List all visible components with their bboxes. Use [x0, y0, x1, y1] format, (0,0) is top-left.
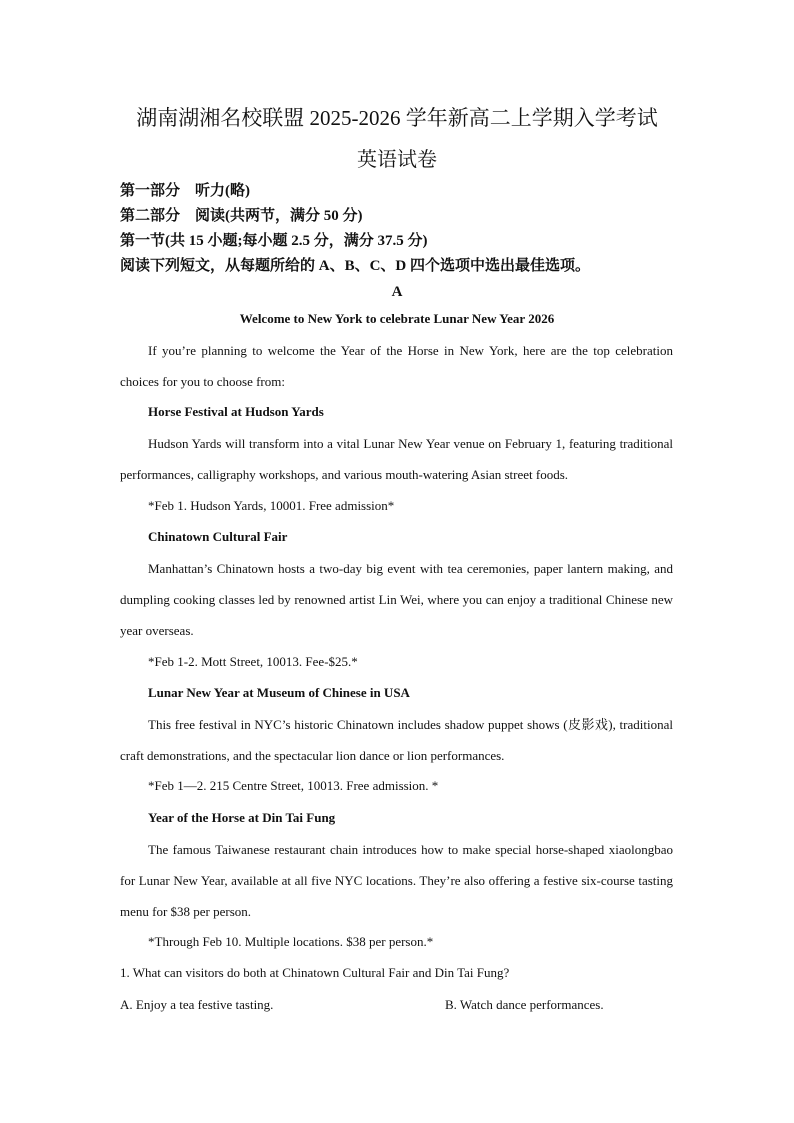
- passage-intro: If you’re planning to welcome the Year of the Horse in New York, here are the top celebration choices for you to choose from:: [120, 343, 673, 389]
- option-b: B. Watch dance performances.: [445, 997, 604, 1012]
- part2-heading: 第二部分 阅读(共两节，满分 50 分): [120, 208, 363, 224]
- passage-label: A: [391, 284, 403, 300]
- option-a: A. Enjoy a tea festive tasting.: [120, 997, 274, 1012]
- event-info: *Through Feb 10. Multiple locations. $38 per person.*: [148, 934, 434, 949]
- event-info: *Feb 1—2. 215 Centre Street, 10013. Free admission. *: [148, 778, 439, 793]
- event-info: *Feb 1. Hudson Yards, 10001. Free admission*: [148, 498, 395, 513]
- event-description: The famous Taiwanese restaurant chain introduces how to make special horse-shaped xiaolongbao for Lunar New Year, available at all five NYC locations. They’re also offering a festive six-course tasting menu for $38 per person.: [120, 842, 673, 919]
- event-description: This free festival in NYC’s historic Chinatown includes shadow puppet shows (皮影戏), traditional craft demonstrations, and the spectacular lion dance or lion performances.: [120, 717, 673, 763]
- exam-subject: 英语试卷: [357, 149, 437, 171]
- event-info: *Feb 1-2. Mott Street, 10013. Fee-$25.*: [148, 654, 358, 669]
- event-heading: Lunar New Year at Museum of Chinese in USA: [148, 685, 410, 700]
- part1-heading: 第一部分 听力(略): [120, 183, 250, 199]
- question-stem: 1. What can visitors do both at Chinatown Cultural Fair and Din Tai Fung?: [120, 965, 510, 980]
- event-heading: Chinatown Cultural Fair: [148, 529, 288, 544]
- exam-title: 湖南湖湘名校联盟 2025-2026 学年新高二上学期入学考试: [136, 106, 658, 130]
- event-description: Hudson Yards will transform into a vital Lunar New Year venue on February 1, featuring traditional performances, calligraphy workshops, and various mouth-watering Asian street foods.: [120, 436, 673, 482]
- section1-heading: 第一节(共 15 小题;每小题 2.5 分，满分 37.5 分): [120, 233, 428, 249]
- passage-title: Welcome to New York to celebrate Lunar New Year 2026: [239, 311, 555, 326]
- event-heading: Horse Festival at Hudson Yards: [148, 404, 324, 419]
- event-description: Manhattan’s Chinatown hosts a two-day big event with tea ceremonies, paper lantern making, and dumpling cooking classes led by renowned artist Lin Wei, where you can enjoy a traditional Chinese new year overseas.: [120, 561, 673, 638]
- instruction: 阅读下列短文，从每题所给的 A、B、C、D 四个选项中选出最佳选项。: [120, 258, 591, 274]
- event-heading: Year of the Horse at Din Tai Fung: [148, 810, 336, 825]
